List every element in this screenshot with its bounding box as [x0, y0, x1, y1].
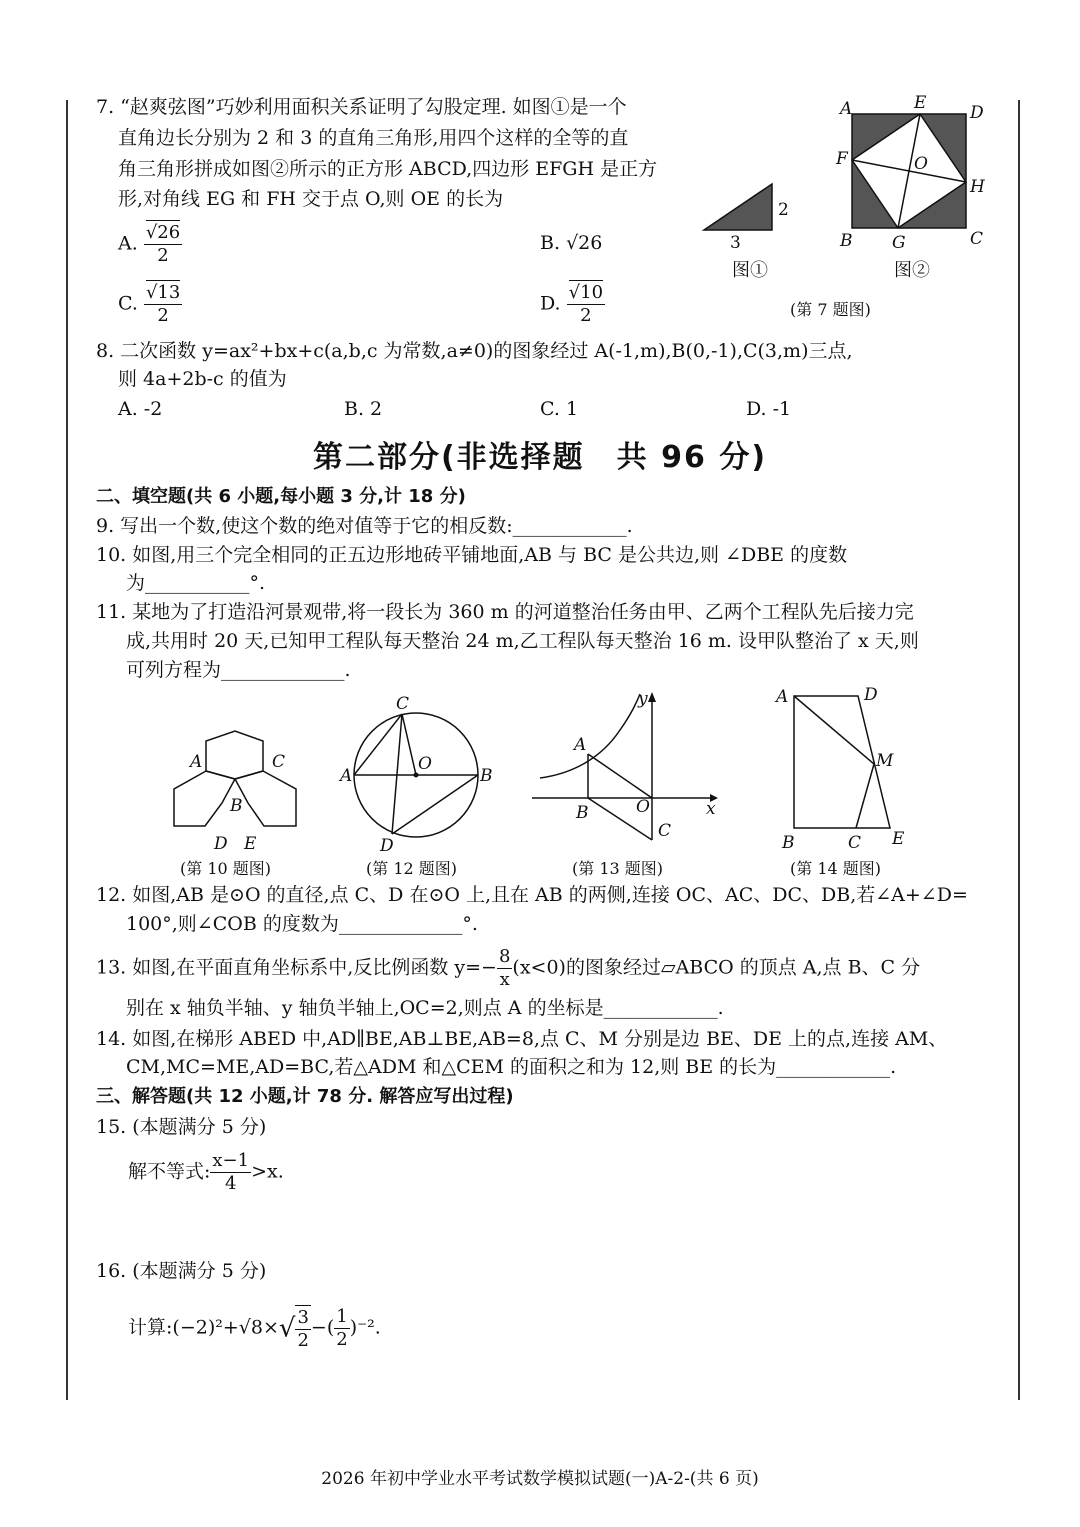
f13-label-y: y — [638, 689, 648, 709]
f10-label-D: D — [214, 834, 228, 854]
fig2-label-E: E — [914, 93, 927, 113]
q7-figure-2 — [836, 92, 996, 282]
q7-figure-1 — [700, 180, 800, 280]
fig2-label-G: G — [892, 233, 906, 253]
f13-label-O: O — [636, 797, 650, 817]
right-margin-line — [1018, 100, 1020, 1400]
fig1-side-h: 3 — [730, 233, 741, 253]
q12-line-1: 12. 如图,AB 是⊙O 的直径,点 C、D 在⊙O 上,且在 AB 的两侧,连接 OC、AC、DC、DB,若∠A+∠D= — [96, 884, 968, 906]
fig2-label-C: C — [970, 229, 984, 249]
q10-line-2: 为___________°. — [126, 572, 266, 594]
fig1-label: 图① — [732, 260, 768, 281]
q9: 9. 写出一个数,使这个数的绝对值等于它的相反数:____________. — [96, 515, 633, 537]
q8-line-1: 8. 二次函数 y=ax²+bx+c(a,b,c 为常数,a≠0)的图象经过 A(-1,m),B(0,-1),C(3,m)三点, — [96, 340, 853, 362]
section3-header: 三、解答题(共 12 小题,计 78 分. 解答应写出过程) — [96, 1086, 514, 1107]
f10-label-C: C — [272, 752, 286, 772]
fig2-caption-label: 图② — [894, 260, 930, 281]
f12-label-B: B — [480, 766, 493, 786]
f14-label-B: B — [782, 833, 795, 853]
q11-line-1: 11. 某地为了打造沿河景观带,将一段长为 360 m 的河道整治任务由甲、乙两个工程队先后接力完 — [96, 601, 914, 623]
q13-line-1: 13. 如图,在平面直角坐标系中,反比例函数 y=− $\frac{8}{x}$ (x<0)的图象经过▱ABCO 的顶点 A,点 B、C 分 — [96, 946, 921, 990]
f12-label-C: C — [396, 694, 410, 714]
q8-option-a: A. -2 — [118, 398, 163, 420]
q10-line-1: 10. 如图,用三个完全相同的正五边形地砖平铺地面,AB 与 BC 是公共边,则 ∠DBE 的度数 — [96, 544, 848, 566]
q14-line-1: 14. 如图,在梯形 ABED 中,AD∥BE,AB⊥BE,AB=8,点 C、M 分别是边 BE、DE 上的点,连接 AM、 — [96, 1028, 948, 1050]
fig2-label-A: A — [840, 99, 853, 119]
q15-head: 15. (本题满分 5 分) — [96, 1116, 267, 1138]
figure-14-caption: (第 14 题图) — [790, 859, 882, 878]
f14-label-C: C — [848, 833, 862, 853]
f14-label-M: M — [876, 751, 894, 771]
fig1-side-v: 2 — [778, 200, 789, 220]
q14-line-2: CM,MC=ME,AD=BC,若△ADM 和△CEM 的面积之和为 12,则 BE 的长为____________. — [126, 1056, 897, 1078]
q16-head: 16. (本题满分 5 分) — [96, 1260, 267, 1282]
figure-12-caption: (第 12 题图) — [366, 859, 458, 878]
figure-10-caption: (第 10 题图) — [180, 859, 272, 878]
f12-label-O: O — [418, 754, 432, 774]
f14-label-E: E — [892, 829, 905, 849]
figure-14 — [770, 682, 920, 852]
f13-label-B: B — [576, 803, 589, 823]
q7-option-a: A. $\frac{√26}{2}$ — [118, 222, 181, 266]
q15-body: 解不等式: $\frac{x-1}{4}$ >x. — [128, 1150, 284, 1194]
f10-label-A: A — [190, 752, 203, 772]
q7-option-b: B. √26 — [540, 232, 603, 254]
fig2-label-H: H — [970, 177, 985, 197]
q7-line-1: 7. “赵爽弦图”巧妙利用面积关系证明了勾股定理. 如图①是一个 — [96, 96, 627, 118]
f14-label-A: A — [776, 687, 789, 707]
fig2-label-O: O — [914, 154, 928, 174]
f10-label-B: B — [230, 796, 243, 816]
q11-line-3: 可列方程为_____________. — [126, 659, 351, 681]
q7-option-c: C. $\frac{√13}{2}$ — [118, 282, 181, 326]
f12-label-A: A — [340, 766, 353, 786]
f13-label-A: A — [574, 735, 587, 755]
q8-option-b: B. 2 — [344, 398, 383, 420]
f10-label-E: E — [244, 834, 257, 854]
q16-body: 计算:(−2)²+√8×√ $\frac{3}{2}$ −( $\frac{1}{2}$ )⁻². — [128, 1306, 381, 1351]
f13-label-x: x — [706, 799, 716, 819]
fig2-label-D: D — [970, 103, 984, 123]
q8-option-c: C. 1 — [540, 398, 579, 420]
q7-figure-caption: (第 7 题图) — [790, 300, 871, 319]
figure-13-caption: (第 13 题图) — [572, 859, 664, 878]
q7-option-d: D. $\frac{√10}{2}$ — [540, 282, 604, 326]
q12-line-2: 100°,则∠COB 的度数为_____________°. — [126, 913, 478, 935]
fig2-label-F: F — [836, 149, 848, 169]
f13-label-C: C — [658, 821, 672, 841]
f14-label-D: D — [864, 685, 878, 705]
q13-line-2: 别在 x 轴负半轴、y 轴负半轴上,OC=2,则点 A 的坐标是____________. — [126, 997, 724, 1019]
q7-line-2: 直角边长分别为 2 和 3 的直角三角形,用四个这样的全等的直 — [118, 127, 629, 149]
part2-title: 第二部分(非选择题 共 96 分) — [312, 440, 768, 475]
q8-line-2: 则 4a+2b-c 的值为 — [118, 368, 287, 390]
q11-line-2: 成,共用时 20 天,已知甲工程队每天整治 24 m,乙工程队每天整治 16 m. 设甲队整治了 x 天,则 — [126, 630, 919, 652]
figure-10 — [160, 715, 320, 860]
section2-header: 二、填空题(共 6 小题,每小题 3 分,计 18 分) — [96, 486, 466, 507]
q8-option-d: D. -1 — [746, 398, 792, 420]
page-footer: 2026 年初中学业水平考试数学模拟试题(一)A-2-(共 6 页) — [321, 1469, 759, 1489]
left-margin-line — [66, 100, 68, 1400]
figure-13 — [530, 690, 730, 850]
q7-line-3: 角三角形拼成如图②所示的正方形 ABCD,四边形 EFGH 是正方 — [118, 158, 658, 180]
q7-line-4: 形,对角线 EG 和 FH 交于点 O,则 OE 的长为 — [118, 188, 504, 210]
fig2-label-B: B — [840, 231, 853, 251]
f12-label-D: D — [380, 836, 394, 856]
figure-12 — [340, 695, 500, 855]
